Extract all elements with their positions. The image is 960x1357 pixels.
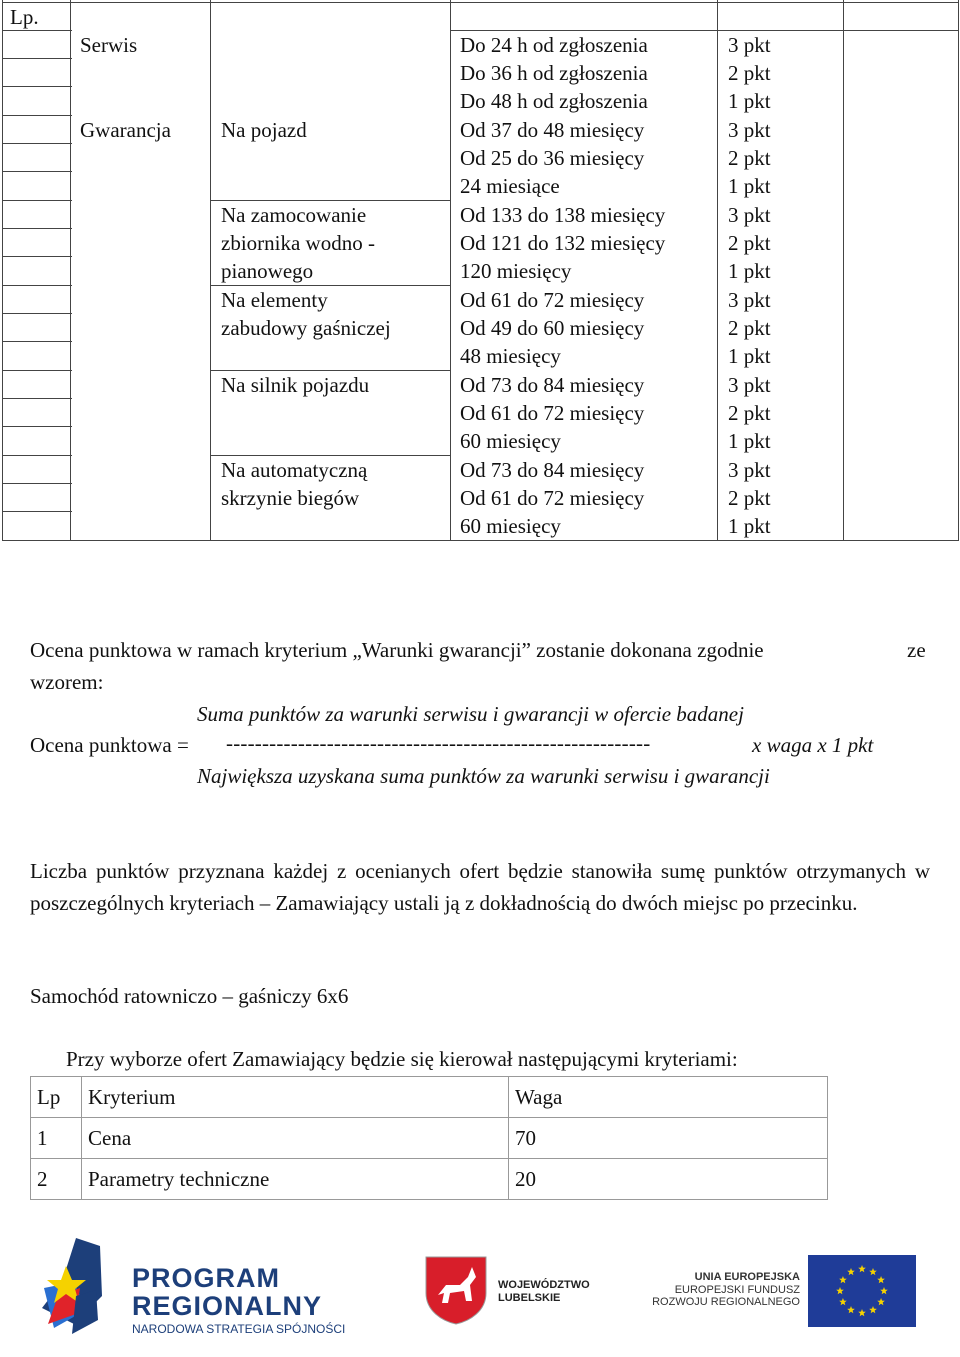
table-cell-c4: 1 pkt [728, 89, 771, 113]
table-cell-c4: 1 pkt [728, 429, 771, 453]
row-kryterium: Parametry techniczne [82, 1159, 509, 1200]
table-cell-c4: 1 pkt [728, 259, 771, 283]
table-cell-c1: Gwarancja [80, 118, 171, 142]
table-cell-c3: Od 61 do 72 miesięcy [460, 486, 645, 510]
lp-header: Lp. [10, 5, 39, 29]
wojewodztwo-lubelskie-logo [424, 1255, 604, 1325]
eu-line1: UNIA EUROPEJSKA [694, 1271, 800, 1283]
table-cell-c3: Do 24 h od zgłoszenia [460, 33, 648, 57]
table-cell-c4: 2 pkt [728, 146, 771, 170]
table-cell-c4: 2 pkt [728, 61, 771, 85]
program-regionalny-logo [36, 1238, 376, 1338]
table-cell-c3: 24 miesiące [460, 174, 560, 198]
table-cell-c3: Od 49 do 60 miesięcy [460, 316, 645, 340]
eu-line3: ROZWOJU REGIONALNEGO [652, 1296, 800, 1308]
table-cell-c2: Na silnik pojazdu [221, 373, 370, 397]
table-cell-c2: Na elementy [221, 288, 328, 312]
table-cell-c4: 3 pkt [728, 373, 771, 397]
table-cell-c3: 60 miesięcy [460, 429, 561, 453]
formula-weight: x waga x 1 pkt [752, 733, 874, 757]
program-line1: PROGRAM [132, 1263, 280, 1293]
row-waga: 70 [509, 1118, 828, 1159]
formula-denominator: Największa uzyskana suma punktów za warunki serwisu i gwarancji [197, 764, 770, 788]
table-cell-c4: 1 pkt [728, 174, 771, 198]
formula-label: Ocena punktowa = [30, 733, 189, 757]
scoring-text-line2: wzorem: [30, 670, 104, 694]
table-cell-c4: 3 pkt [728, 33, 771, 57]
table-cell-c3: Od 133 do 138 miesięcy [460, 203, 666, 227]
woj-line2: LUBELSKIE [498, 1292, 561, 1304]
row-lp: 1 [31, 1118, 82, 1159]
table-cell-c3: Od 25 do 36 miesięcy [460, 146, 645, 170]
program-regionalny-emblem-icon [36, 1238, 126, 1338]
table-border [958, 0, 959, 541]
sum-paragraph: Liczba punktów przyznana każdej z ocenianych ofert będzie stanowiła sumę punktów otrzymanych w poszczególnych kryteriach – Zamawiający ustali ją z dokładnością do dwóch miejsc po przecinku. [30, 859, 930, 915]
table-cell-c2: pianowego [221, 259, 314, 283]
eu-logo [640, 1255, 920, 1327]
table-cell-c1: Serwis [80, 33, 138, 57]
program-line3: NARODOWA STRATEGIA SPÓJNOŚCI [132, 1322, 346, 1336]
table-cell-c4: 3 pkt [728, 458, 771, 482]
table-cell-c4: 3 pkt [728, 118, 771, 142]
formula-numerator: Suma punktów za warunki serwisu i gwarancji w ofercie badanej [197, 702, 744, 726]
eu-line2: EUROPEJSKI FUNDUSZ [674, 1284, 800, 1296]
row-lp: 2 [31, 1159, 82, 1200]
criteria-table [30, 1076, 828, 1200]
table-cell-c4: 2 pkt [728, 231, 771, 255]
criteria-intro: Przy wyborze ofert Zamawiający będzie się kierował następującymi kryteriami: [66, 1047, 738, 1071]
table-row [31, 1077, 828, 1118]
table-cell-c4: 2 pkt [728, 486, 771, 510]
table-border [2, 540, 959, 541]
table-border [2, 2, 959, 3]
table-cell-c3: Od 61 do 72 miesięcy [460, 401, 645, 425]
table-cell-c3: Od 61 do 72 miesięcy [460, 288, 645, 312]
header-kryterium: Kryterium [82, 1077, 509, 1118]
eu-flag-icon [808, 1255, 916, 1327]
program-line2: REGIONALNY [132, 1291, 323, 1321]
table-border [717, 0, 718, 541]
table-cell-c2: skrzynie biegów [221, 486, 360, 510]
row-waga: 20 [509, 1159, 828, 1200]
table-border [450, 0, 451, 541]
table-cell-c2: zbiornika wodno - [221, 231, 375, 255]
woj-line1: WOJEWÓDZTWO [498, 1279, 590, 1291]
table-cell-c4: 1 pkt [728, 344, 771, 368]
table-cell-c3: Od 121 do 132 miesięcy [460, 231, 666, 255]
table-cell-c3: Od 37 do 48 miesięcy [460, 118, 645, 142]
scoring-text-ze: ze [907, 638, 926, 662]
table-cell-c3: 60 miesięcy [460, 514, 561, 538]
header-waga: Waga [509, 1077, 828, 1118]
header-lp: Lp [31, 1077, 82, 1118]
table-row [31, 1159, 828, 1200]
formula-fraction-line: ----------------------------------------------------------- [226, 731, 651, 755]
table-cell-c2: zabudowy gaśniczej [221, 316, 391, 340]
table-cell-c3: Do 48 h od zgłoszenia [460, 89, 648, 113]
table-border [843, 0, 844, 541]
table-cell-c3: 120 miesięcy [460, 259, 572, 283]
row-kryterium: Cena [82, 1118, 509, 1159]
table-cell-c4: 2 pkt [728, 316, 771, 340]
table-cell-c3: Do 36 h od zgłoszenia [460, 61, 648, 85]
table-cell-c4: 3 pkt [728, 288, 771, 312]
table-border [2, 0, 3, 541]
scoring-paragraph [30, 634, 930, 666]
table-border [70, 0, 71, 541]
table-cell-c3: Od 73 do 84 miesięcy [460, 458, 645, 482]
table-cell-c2: Na automatyczną [221, 458, 368, 482]
table-cell-c4: 1 pkt [728, 514, 771, 538]
section-title: Samochód ratowniczo – gaśniczy 6x6 [30, 984, 349, 1008]
service-warranty-table [0, 0, 960, 541]
table-cell-c2: Na pojazd [221, 118, 307, 142]
table-row [31, 1118, 828, 1159]
table-cell-c4: 2 pkt [728, 401, 771, 425]
table-cell-c3: 48 miesięcy [460, 344, 561, 368]
scoring-text-line1: Ocena punktowa w ramach kryterium „Warunki gwarancji” zostanie dokonana zgodnie [30, 638, 764, 662]
table-cell-c4: 3 pkt [728, 203, 771, 227]
table-cell-c2: Na zamocowanie [221, 203, 367, 227]
table-cell-c3: Od 73 do 84 miesięcy [460, 373, 645, 397]
lubelskie-coat-of-arms-icon [424, 1255, 488, 1325]
table-border [210, 0, 211, 541]
